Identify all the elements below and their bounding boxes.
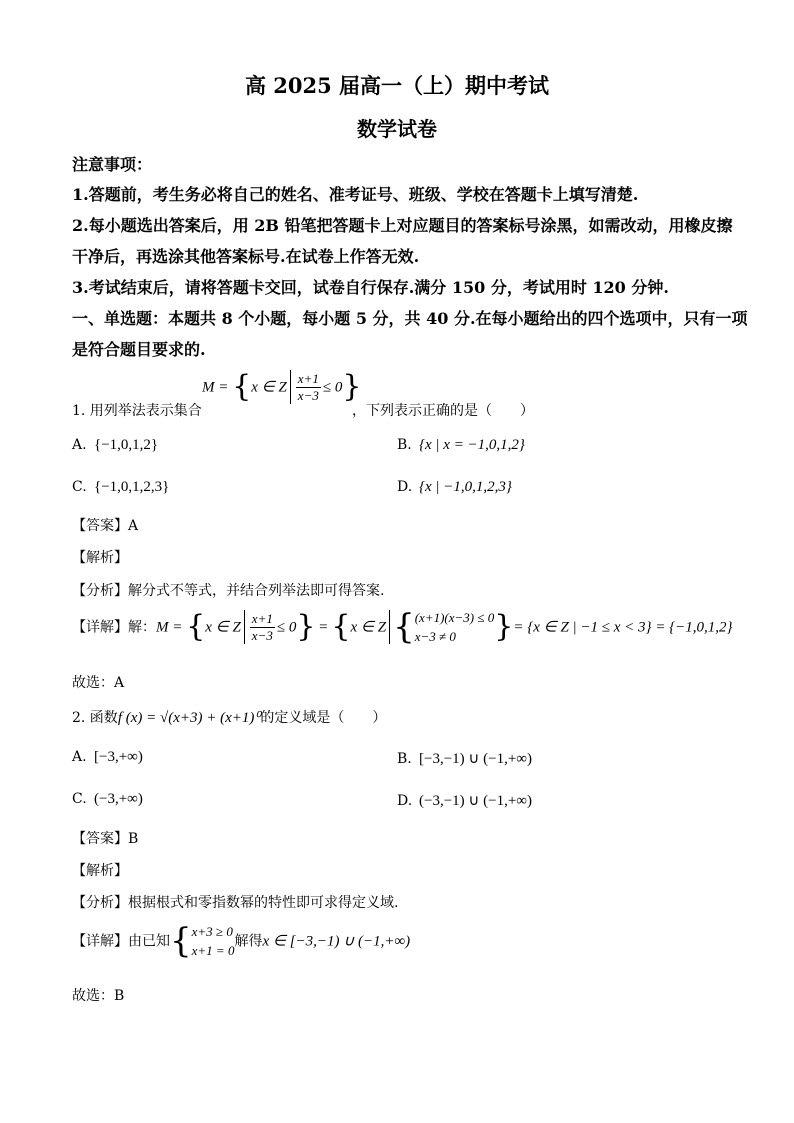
q2-prefix: 2. 函数 [72, 710, 118, 726]
q2-answer: 【答案】B [72, 831, 139, 847]
q1-detail-system: (x+1)(x−3) ≤ 0 x−3 ≠ 0 [414, 610, 495, 644]
q1-conclusion: 故选：A [72, 675, 125, 691]
q1-detail: 【详解】解：M = {x ∈ Z $\frac{x+1}{x-3}$ ≤ 0} = {x ∈ Z { (x+1)(x−3) ≤ 0 x−3 ≠ 0 }= {x ∈ Z | −1 ≤ x < 3} = {−1,0,1,2} [72, 607, 733, 647]
q2-option-d: D. (−3,−1) ∪ (−1,+∞) [397, 793, 532, 809]
notes-item-2-line-2: 干净后，再选涂其他答案标号.在试卷上作答无效. [72, 247, 420, 266]
q1-fraction [296, 371, 321, 404]
section-1-line-2: 是符合题目要求的. [72, 340, 206, 359]
q1-option-c: C. {−1,0,1,2,3} [72, 479, 170, 495]
q1-suffix: ，下列表示正确的是（ ） [352, 403, 534, 419]
notes-heading: 注意事项： [72, 155, 153, 174]
q1-prefix: 1. 用列举法表示集合 [72, 403, 202, 419]
q1-option-a: A. {−1,0,1,2} [72, 437, 159, 453]
q1-set-expression [202, 370, 361, 404]
q1-fraction-numerator: x+1 [297, 370, 319, 386]
exam-subtitle: 数学试卷 [357, 117, 437, 141]
q2-detail-result: x ∈ [−3,−1) ∪ (−1,+∞) [262, 933, 411, 950]
section-1-line-1: 一、单选题：本题共 8 个小题，每小题 5 分，共 40 分.在每小题给出的四个选项中，只有一项 [72, 309, 748, 328]
q1-option-d: D. {x | −1,0,1,2,3} [397, 479, 512, 495]
q1-right-brace: } [342, 369, 362, 404]
q2-option-b: B. [−3,−1) ∪ (−1,+∞) [397, 751, 532, 767]
q1-left-brace: { [232, 369, 252, 404]
notes-item-3: 3.考试结束后，请将答题卡交回，试卷自行保存.满分 150 分，考试用时 120 分钟. [72, 278, 669, 297]
q2-solve-label: 解得 [234, 933, 263, 950]
q2-option-c: C. (−3,+∞) [72, 791, 143, 807]
q2-fenxi: 【分析】根据根式和零指数幂的特性即可求得定义域. [72, 895, 399, 911]
q1-analysis-label: 【解析】 [72, 550, 128, 566]
notes-item-1: 1.答题前，考生务必将自己的姓名、准考证号、班级、学校在答题卡上填写清楚. [72, 185, 639, 204]
q2-analysis-label: 【解析】 [72, 863, 128, 879]
q1-detail-label: 【详解】解： [72, 619, 156, 636]
q1-fenxi: 【分析】解分式不等式，并结合列举法即可得答案. [72, 583, 385, 599]
q2-detail-system: x+3 ≥ 0 x+1 = 0 [191, 924, 235, 958]
q1-set-condition: ≤ 0 [322, 379, 343, 396]
q1-set-element: x ∈ Z [251, 379, 287, 396]
q1-set-bar [290, 370, 291, 404]
q2-detail: 【详解】由已知{ x+3 ≥ 0 x+1 = 0 解得x ∈ [−3,−1) ∪ (−1,+∞) [72, 921, 411, 961]
q2-function: f (x) = √(x+3) + (x+1)⁰ [117, 710, 261, 726]
notes-item-2-line-1: 2.每小题选出答案后，用 2B 铅笔把答题卡上对应题目的答案标号涂黑，如需改动，用橡皮擦 [72, 216, 733, 235]
exam-title: 高 2025 届高一（上）期中考试 [244, 73, 550, 98]
q2-suffix: 的定义域是（ ） [260, 710, 387, 726]
q1-option-b: B. {x | x = −1,0,1,2} [397, 437, 525, 453]
q2-conclusion: 故选：B [72, 988, 125, 1004]
q1-set-lhs: M = [202, 379, 233, 396]
q1-answer: 【答案】A [72, 518, 139, 534]
q2-stem [72, 707, 386, 727]
q1-fraction-denominator: x−3 [297, 387, 319, 403]
q2-detail-label: 【详解】由已知 [72, 933, 170, 950]
q1-detail-result: = {x ∈ Z | −1 ≤ x < 3} = {−1,0,1,2} [513, 619, 733, 636]
q2-option-a: A. [−3,+∞) [72, 749, 143, 765]
